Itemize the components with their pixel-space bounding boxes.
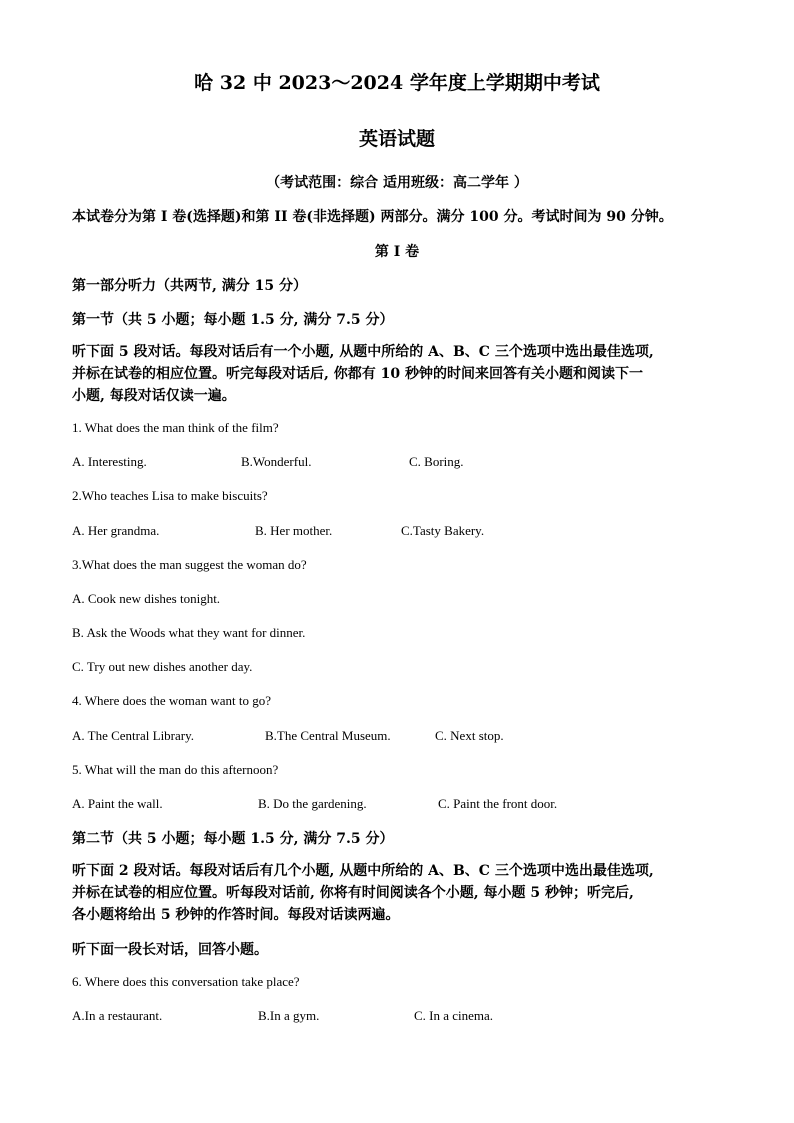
subject-title: 英语试题 [358,128,435,150]
instruction-line: 并标在试卷的相应位置。听完每段对话后, 你都有 10 秒钟的时间来回答有关小题和阅读下一 [72,366,643,382]
exam-intro: 本试卷分为第 I 卷(选择题)和第 II 卷(非选择题) 两部分。满分 100 分。考试时间为 90 分钟。 [72,209,673,225]
question-6: 6. Where does this conversation take place? [72,974,300,989]
section1-instructions [72,341,732,407]
question-2: 2.Who teaches Lisa to make biscuits? [72,488,268,503]
option-1c[interactable]: C. Boring. [409,454,464,469]
option-6a[interactable]: A.In a restaurant. [72,1008,163,1023]
option-2b[interactable]: B. Her mother. [255,523,333,538]
exam-title: 哈 32 中 2023～2024 学年度上学期期中考试 [194,72,600,94]
instruction-line: 小题, 每段对话仅读一遍。 [72,388,236,404]
instruction-line: 各小题将给出 5 秒钟的作答时间。每段对话读两遍。 [72,907,400,923]
option-3b[interactable]: B. Ask the Woods what they want for dinner. [72,625,306,640]
section2-sub-instruction: 听下面一段长对话，回答小题。 [72,942,268,958]
volume-label: 第 I 卷 [374,244,420,260]
section2-heading: 第二节（共 5 小题；每小题 1.5 分, 满分 7.5 分） [72,831,394,847]
question-1: 1. What does the man think of the film? [72,420,279,435]
option-3a[interactable]: A. Cook new dishes tonight. [72,591,221,606]
section2-instructions [72,860,732,926]
option-4a[interactable]: A. The Central Library. [72,728,195,743]
instruction-line: 并标在试卷的相应位置。听每段对话前, 你将有时间阅读各个小题, 每小题 5 秒钟；听完后, [72,885,634,901]
part1-heading: 第一部分听力（共两节, 满分 15 分） [72,278,307,294]
option-2c[interactable]: C.Tasty Bakery. [401,523,485,538]
option-5a[interactable]: A. Paint the wall. [72,796,163,811]
option-6c[interactable]: C. In a cinema. [414,1008,494,1023]
option-4c[interactable]: C. Next stop. [435,728,504,743]
option-6b[interactable]: B.In a gym. [258,1008,320,1023]
section1-heading: 第一节（共 5 小题；每小题 1.5 分, 满分 7.5 分） [72,312,394,328]
instruction-line: 听下面 2 段对话。每段对话后有几个小题, 从题中所给的 A、B、C 三个选项中选出最佳选项, [72,863,654,879]
instruction-line: 听下面 5 段对话。每段对话后有一个小题, 从题中所给的 A、B、C 三个选项中选出最佳选项, [72,344,654,360]
option-4b[interactable]: B.The Central Museum. [265,728,391,743]
question-3: 3.What does the man suggest the woman do? [72,557,307,572]
option-5c[interactable]: C. Paint the front door. [438,796,558,811]
question-4: 4. Where does the woman want to go? [72,693,272,708]
option-1a[interactable]: A. Interesting. [72,454,147,469]
exam-scope: （考试范围：综合 适用班级：高二学年 ） [266,175,528,191]
option-5b[interactable]: B. Do the gardening. [258,796,367,811]
option-3c[interactable]: C. Try out new dishes another day. [72,659,253,674]
option-2a[interactable]: A. Her grandma. [72,523,160,538]
option-1b[interactable]: B.Wonderful. [241,454,312,469]
question-5: 5. What will the man do this afternoon? [72,762,279,777]
